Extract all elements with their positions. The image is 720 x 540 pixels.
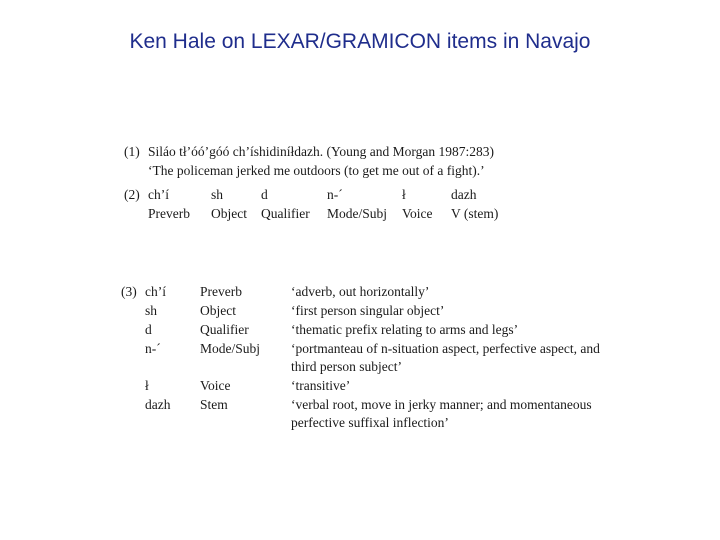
example-number: (2) xyxy=(124,187,140,202)
row-gloss: ‘thematic prefix relating to arms and legs’ xyxy=(291,322,519,337)
morpheme-qualifier: d xyxy=(261,187,268,202)
label-preverb: Preverb xyxy=(148,206,190,221)
row-gloss: ‘adverb, out horizontally’ xyxy=(291,284,430,299)
label-object: Object xyxy=(211,206,247,221)
english-translation: ‘The policeman jerked me outdoors (to get me out of a fight).’ xyxy=(148,163,485,178)
morpheme-preverb: ch’í xyxy=(148,187,169,202)
row-morpheme: d xyxy=(145,322,152,337)
row-morpheme: dazh xyxy=(145,397,171,412)
row-morpheme: n-´ xyxy=(145,341,161,356)
row-gloss: ‘verbal root, move in jerky manner; and momentaneous xyxy=(291,397,592,412)
row-gloss-continuation: third person subject’ xyxy=(291,359,402,374)
row-gloss-continuation: perfective suffixal inflection’ xyxy=(291,415,449,430)
row-morpheme: ch’í xyxy=(145,284,166,299)
row-gloss: ‘transitive’ xyxy=(291,378,351,393)
row-category: Voice xyxy=(200,378,231,393)
row-morpheme: ł xyxy=(145,378,149,393)
label-stem: V (stem) xyxy=(451,206,499,221)
row-gloss: ‘first person singular object’ xyxy=(291,303,445,318)
row-category: Stem xyxy=(200,397,228,412)
morpheme-mode-subj: n-´ xyxy=(327,187,343,202)
morpheme-object: sh xyxy=(211,187,224,202)
label-qualifier: Qualifier xyxy=(261,206,310,221)
row-category: Qualifier xyxy=(200,322,249,337)
row-category: Object xyxy=(200,303,236,318)
label-mode-subj: Mode/Subj xyxy=(327,206,388,221)
row-morpheme: sh xyxy=(145,303,158,318)
slide-title: Ken Hale on LEXAR/GRAMICON items in Navajo xyxy=(129,30,591,53)
example-number: (3) xyxy=(121,284,137,299)
example-number: (1) xyxy=(124,144,140,159)
row-category: Preverb xyxy=(200,284,242,299)
row-category: Mode/Subj xyxy=(200,341,261,356)
navajo-sentence: Siláo tł’óó’góó ch’íshidiníłdazh. (Young and Morgan 1987:283) xyxy=(148,144,494,159)
morpheme-stem: dazh xyxy=(451,187,477,202)
morpheme-voice: ł xyxy=(402,187,406,202)
row-gloss: ‘portmanteau of n-situation aspect, perfective aspect, and xyxy=(291,341,600,356)
label-voice: Voice xyxy=(402,206,433,221)
